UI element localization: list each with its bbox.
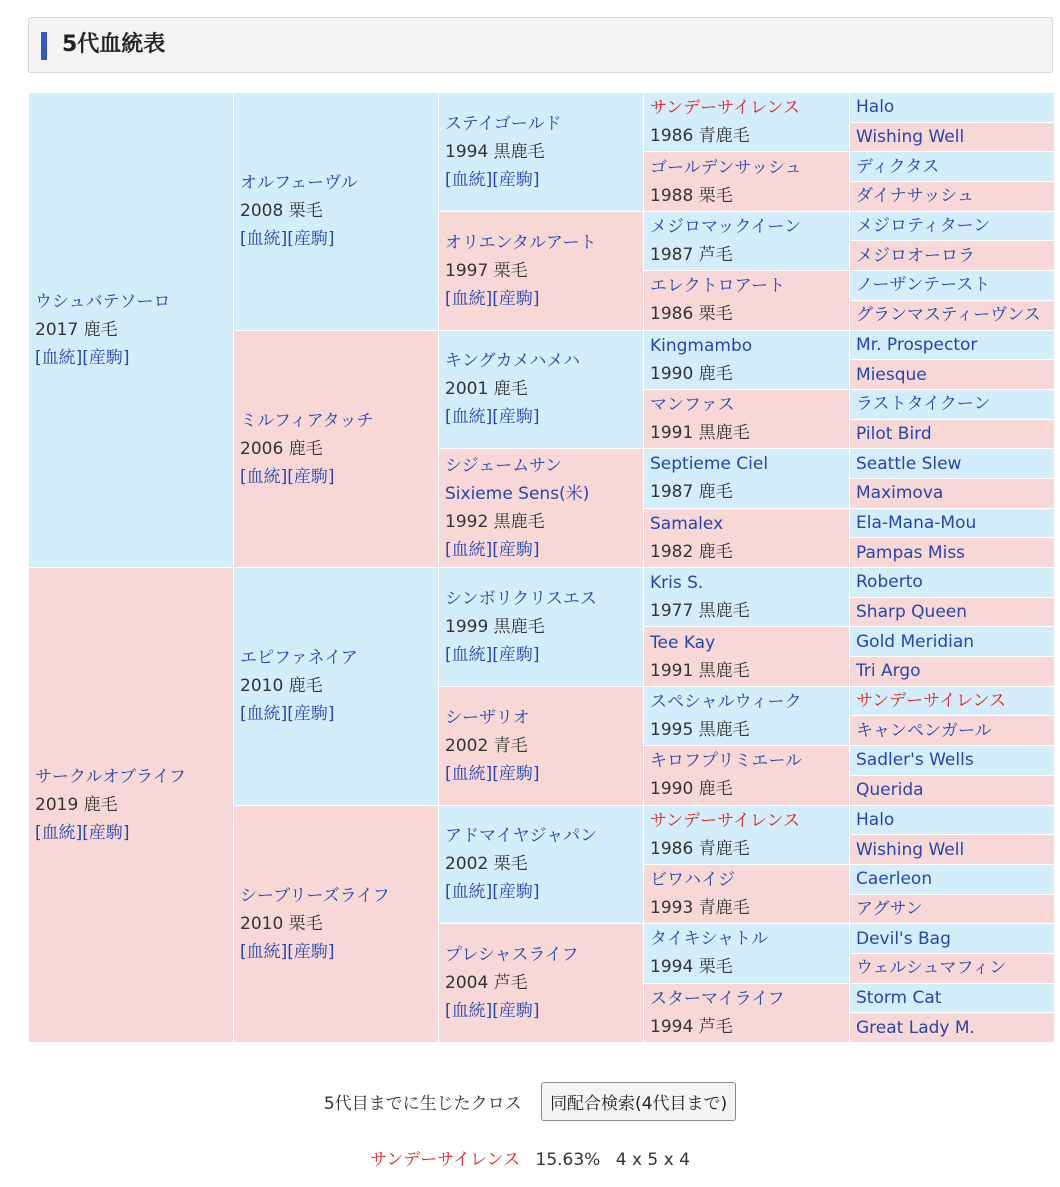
- gen5-cell: [850, 182, 1055, 212]
- horse-name-link[interactable]: Sharp Queen: [856, 602, 968, 623]
- horse-year-color: 1999 黒鹿毛: [445, 616, 545, 637]
- horse-name-link[interactable]: ビワハイジ: [650, 870, 735, 891]
- horse-year-color: 2010 鹿毛: [240, 676, 323, 697]
- horse-name-link[interactable]: Mr. Prospector: [856, 334, 978, 355]
- pedigree-progeny-links[interactable]: [血統][産駒]: [35, 823, 130, 843]
- cross-pattern: 4 x 5 x 4: [615, 1150, 690, 1170]
- horse-name-link[interactable]: Kingmambo: [650, 335, 753, 356]
- horse-name-link[interactable]: Pampas Miss: [856, 542, 966, 563]
- horse-year-color: 1995 黒鹿毛: [650, 719, 750, 740]
- gen5-cell: [850, 568, 1055, 598]
- horse-name-link[interactable]: Caerleon: [856, 869, 933, 890]
- horse-year-color: 1994 栗毛: [650, 957, 733, 978]
- horse-name-link[interactable]: サークルオブライフ: [35, 767, 186, 787]
- horse-year-color: 1994 黒鹿毛: [445, 141, 545, 162]
- section-header: [28, 17, 1053, 73]
- gen5-cell: [850, 686, 1055, 716]
- horse-year-color: 2004 芦毛: [445, 973, 528, 994]
- horse-name-link[interactable]: Kris S.: [650, 573, 704, 594]
- horse-name-link[interactable]: Pilot Bird: [856, 423, 932, 444]
- horse-year-color: 1987 鹿毛: [650, 482, 733, 503]
- gen5-cell: [850, 775, 1055, 805]
- gen5-cell: [850, 805, 1055, 835]
- horse-name-link[interactable]: Septieme Ciel: [650, 454, 769, 475]
- horse-name-link[interactable]: スペシャルウィーク: [650, 691, 802, 712]
- gen4-cell: [644, 924, 850, 983]
- horse-name-link[interactable]: スターマイライフ: [650, 988, 785, 1009]
- gen4-cell: [644, 983, 850, 1042]
- gen4-cell: [644, 864, 850, 923]
- horse-name-link[interactable]: サンデーサイレンス: [650, 810, 801, 831]
- horse-year-color: 1992 黒鹿毛: [445, 512, 545, 533]
- gen2-cell: [234, 93, 439, 331]
- horse-name-link[interactable]: Tee Kay: [650, 632, 716, 653]
- pedigree-progeny-links[interactable]: [血統][産駒]: [445, 540, 540, 561]
- gen3-cell: [439, 805, 644, 924]
- horse-name-link[interactable]: ノーザンテースト: [856, 275, 991, 296]
- gen4-cell: [644, 389, 850, 448]
- horse-name-link[interactable]: キャンペンガール: [856, 720, 992, 741]
- horse-name-link[interactable]: シジェームサン: [445, 456, 563, 477]
- horse-name-link[interactable]: ディクタス: [856, 156, 940, 177]
- gen4-cell: [644, 805, 850, 864]
- horse-name-link[interactable]: オリエンタルアート: [445, 232, 597, 253]
- gen5-cell: [850, 241, 1055, 271]
- cross-label: 5代目までに生じたクロス: [323, 1094, 522, 1114]
- horse-name-link[interactable]: タイキシャトル: [650, 929, 769, 950]
- gen4-cell: [644, 686, 850, 745]
- horse-name-link[interactable]: キロフプリミエール: [650, 751, 802, 772]
- horse-name-link[interactable]: キングカメハメハ: [445, 351, 581, 372]
- gen4-cell: [644, 330, 850, 389]
- horse-year-color: 2019 鹿毛: [35, 795, 118, 815]
- horse-name-link[interactable]: Roberto: [856, 572, 923, 593]
- gen4-cell: [644, 152, 850, 211]
- gen4-cell: [644, 746, 850, 805]
- horse-name-link[interactable]: アグサン: [856, 898, 923, 919]
- horse-year-color: 2002 青毛: [445, 735, 528, 756]
- horse-name-link[interactable]: ラストタイクーン: [856, 394, 991, 415]
- gen5-cell: [850, 122, 1055, 152]
- gen2-cell: [234, 330, 439, 568]
- gen5-cell: [850, 271, 1055, 301]
- gen3-cell: [439, 924, 644, 1043]
- gen5-cell: [850, 538, 1055, 568]
- gen4-cell: [644, 211, 850, 270]
- horse-name-link[interactable]: Sadler's Wells: [856, 750, 974, 771]
- pedigree-progeny-links[interactable]: [血統][産駒]: [445, 763, 540, 784]
- horse-name-link[interactable]: ミルフィアタッチ: [240, 410, 374, 431]
- cross-horse-name[interactable]: サンデーサイレンス: [370, 1150, 521, 1170]
- pedigree-progeny-links[interactable]: [血統][産駒]: [240, 704, 335, 725]
- horse-name-link[interactable]: Halo: [856, 97, 895, 118]
- horse-name-link[interactable]: シーザリオ: [445, 707, 530, 728]
- horse-name-link[interactable]: シーブリーズライフ: [240, 885, 390, 906]
- horse-year-color: 2008 栗毛: [240, 201, 323, 222]
- cross-summary: [0, 1145, 1060, 1170]
- horse-name-link[interactable]: Devil's Bag: [856, 928, 951, 949]
- horse-name-link[interactable]: メジロマックイーン: [650, 216, 802, 237]
- cross-search-row: [0, 1082, 1060, 1121]
- horse-name-link[interactable]: Storm Cat: [856, 987, 942, 1008]
- gen5-cell: [850, 300, 1055, 330]
- horse-name-link[interactable]: マンファス: [650, 395, 735, 416]
- horse-year-color: 2002 栗毛: [445, 854, 528, 875]
- gen5-cell: [850, 746, 1055, 776]
- horse-name-link[interactable]: Great Lady M.: [856, 1017, 975, 1038]
- horse-name-link[interactable]: アドマイヤジャパン: [445, 826, 598, 847]
- gen5-cell: [850, 657, 1055, 687]
- gen4-cell: [644, 93, 850, 152]
- horse-year-color: 1986 栗毛: [650, 304, 733, 325]
- horse-name-link[interactable]: メジロティターン: [856, 216, 991, 237]
- horse-name-link[interactable]: Maximova: [856, 483, 944, 504]
- horse-name-link[interactable]: シンボリクリスエス: [445, 588, 597, 609]
- horse-name-link[interactable]: ウェルシュマフィン: [856, 958, 1007, 979]
- gen5-cell: [850, 597, 1055, 627]
- gen5-cell: [850, 1013, 1055, 1043]
- gen2-cell: [234, 568, 439, 806]
- horse-year-color: 1991 黒鹿毛: [650, 660, 750, 681]
- horse-year-color: 2001 鹿毛: [445, 379, 528, 400]
- horse-name-link[interactable]: Samalex: [650, 513, 724, 534]
- horse-name-link[interactable]: Wishing Well: [856, 839, 965, 860]
- gen5-cell: [850, 508, 1055, 538]
- horse-name-link[interactable]: エレクトロアート: [650, 276, 786, 297]
- title-accent-bar: [41, 32, 47, 60]
- pedigree-progeny-links[interactable]: [血統][産駒]: [445, 1001, 540, 1022]
- pedigree-progeny-links[interactable]: [血統][産駒]: [445, 882, 540, 903]
- gen3-cell: [439, 211, 644, 330]
- gen5-cell: [850, 983, 1055, 1013]
- horse-year-color: 1986 青鹿毛: [650, 126, 750, 147]
- pedigree-row: [29, 93, 1055, 123]
- horse-year-color: 1988 栗毛: [650, 185, 733, 206]
- pedigree-progeny-links[interactable]: [血統][産駒]: [445, 169, 540, 190]
- pedigree-progeny-links[interactable]: [血統][産駒]: [445, 288, 540, 309]
- horse-name-link[interactable]: Ela-Mana-Mou: [856, 512, 977, 533]
- pedigree-table: [28, 92, 1055, 1043]
- horse-name-link[interactable]: ステイゴールド: [445, 113, 562, 134]
- pedigree-progeny-links[interactable]: [血統][産駒]: [35, 348, 130, 368]
- horse-year-color: 1987 芦毛: [650, 244, 733, 265]
- gen5-cell: [850, 953, 1055, 983]
- horse-name-link[interactable]: Gold Meridian: [856, 631, 975, 652]
- horse-year-color: 1993 青鹿毛: [650, 898, 750, 919]
- pedigree-progeny-links[interactable]: [血統][産駒]: [240, 466, 335, 487]
- horse-name-link[interactable]: ゴールデンサッシュ: [650, 157, 802, 178]
- horse-name-link[interactable]: Tri Argo: [856, 661, 921, 682]
- gen1-cell: [29, 93, 234, 568]
- gen5-cell: [850, 924, 1055, 954]
- horse-year-color: 2010 栗毛: [240, 913, 323, 934]
- gen5-cell: [850, 835, 1055, 865]
- gen3-cell: [439, 330, 644, 449]
- gen4-cell: [644, 568, 850, 627]
- gen1-cell: [29, 568, 234, 1043]
- horse-year-color: 1991 黒鹿毛: [650, 423, 750, 444]
- horse-name-link[interactable]: エピファネイア: [240, 648, 358, 669]
- horse-year-color: 2017 鹿毛: [35, 320, 118, 340]
- horse-year-color: 1977 黒鹿毛: [650, 601, 750, 622]
- gen3-cell: [439, 449, 644, 568]
- horse-year-color: 1990 鹿毛: [650, 363, 733, 384]
- horse-name-link[interactable]: プレシャスライフ: [445, 945, 579, 966]
- horse-name-link[interactable]: メジロオーロラ: [856, 245, 975, 266]
- horse-name-link[interactable]: Querida: [856, 780, 924, 801]
- horse-year-color: 2006 鹿毛: [240, 438, 323, 459]
- pedigree-progeny-links[interactable]: [血統][産駒]: [240, 229, 335, 250]
- gen5-cell: [850, 419, 1055, 449]
- horse-year-color: 1997 栗毛: [445, 260, 528, 281]
- horse-name-link[interactable]: Seattle Slew: [856, 453, 962, 474]
- horse-alt-name-link[interactable]: Sixieme Sens(米): [445, 484, 590, 505]
- horse-name-link[interactable]: サンデーサイレンス: [650, 98, 801, 119]
- pedigree-progeny-links[interactable]: [血統][産駒]: [240, 941, 335, 962]
- horse-year-color: 1990 鹿毛: [650, 779, 733, 800]
- horse-name-link[interactable]: Miesque: [856, 364, 927, 385]
- gen5-cell: [850, 211, 1055, 241]
- horse-year-color: 1982 鹿毛: [650, 541, 733, 562]
- pedigree-progeny-links[interactable]: [血統][産駒]: [445, 407, 540, 428]
- gen5-cell: [850, 449, 1055, 479]
- gen3-cell: [439, 93, 644, 212]
- horse-name-link[interactable]: グランマスティーヴンス: [856, 305, 1041, 326]
- gen5-cell: [850, 93, 1055, 123]
- same-mating-search-button[interactable]: 同配合検索(4代目まで): [541, 1082, 736, 1121]
- horse-name-link[interactable]: ダイナサッシュ: [856, 186, 974, 207]
- gen5-cell: [850, 894, 1055, 924]
- gen5-cell: [850, 716, 1055, 746]
- gen4-cell: [644, 449, 850, 508]
- cross-percent: 15.63%: [535, 1150, 601, 1170]
- pedigree-progeny-links[interactable]: [血統][産駒]: [445, 644, 540, 665]
- horse-name-link[interactable]: Halo: [856, 809, 895, 830]
- gen3-cell: [439, 686, 644, 805]
- gen5-cell: [850, 864, 1055, 894]
- gen5-cell: [850, 330, 1055, 360]
- horse-name-link[interactable]: Wishing Well: [856, 127, 965, 148]
- gen4-cell: [644, 627, 850, 686]
- horse-name-link[interactable]: オルフェーヴル: [240, 173, 358, 194]
- gen5-cell: [850, 389, 1055, 419]
- horse-year-color: 1994 芦毛: [650, 1016, 733, 1037]
- gen4-cell: [644, 271, 850, 330]
- horse-year-color: 1986 青鹿毛: [650, 838, 750, 859]
- pedigree-row: [29, 568, 1055, 598]
- gen5-cell: [850, 360, 1055, 390]
- gen5-cell: [850, 478, 1055, 508]
- horse-name-link[interactable]: サンデーサイレンス: [856, 691, 1007, 712]
- gen5-cell: [850, 152, 1055, 182]
- gen5-cell: [850, 627, 1055, 657]
- gen2-cell: [234, 805, 439, 1043]
- section-title: 5代血統表: [62, 32, 166, 57]
- gen4-cell: [644, 508, 850, 567]
- gen3-cell: [439, 568, 644, 687]
- horse-name-link[interactable]: ウシュバテソーロ: [35, 292, 171, 312]
